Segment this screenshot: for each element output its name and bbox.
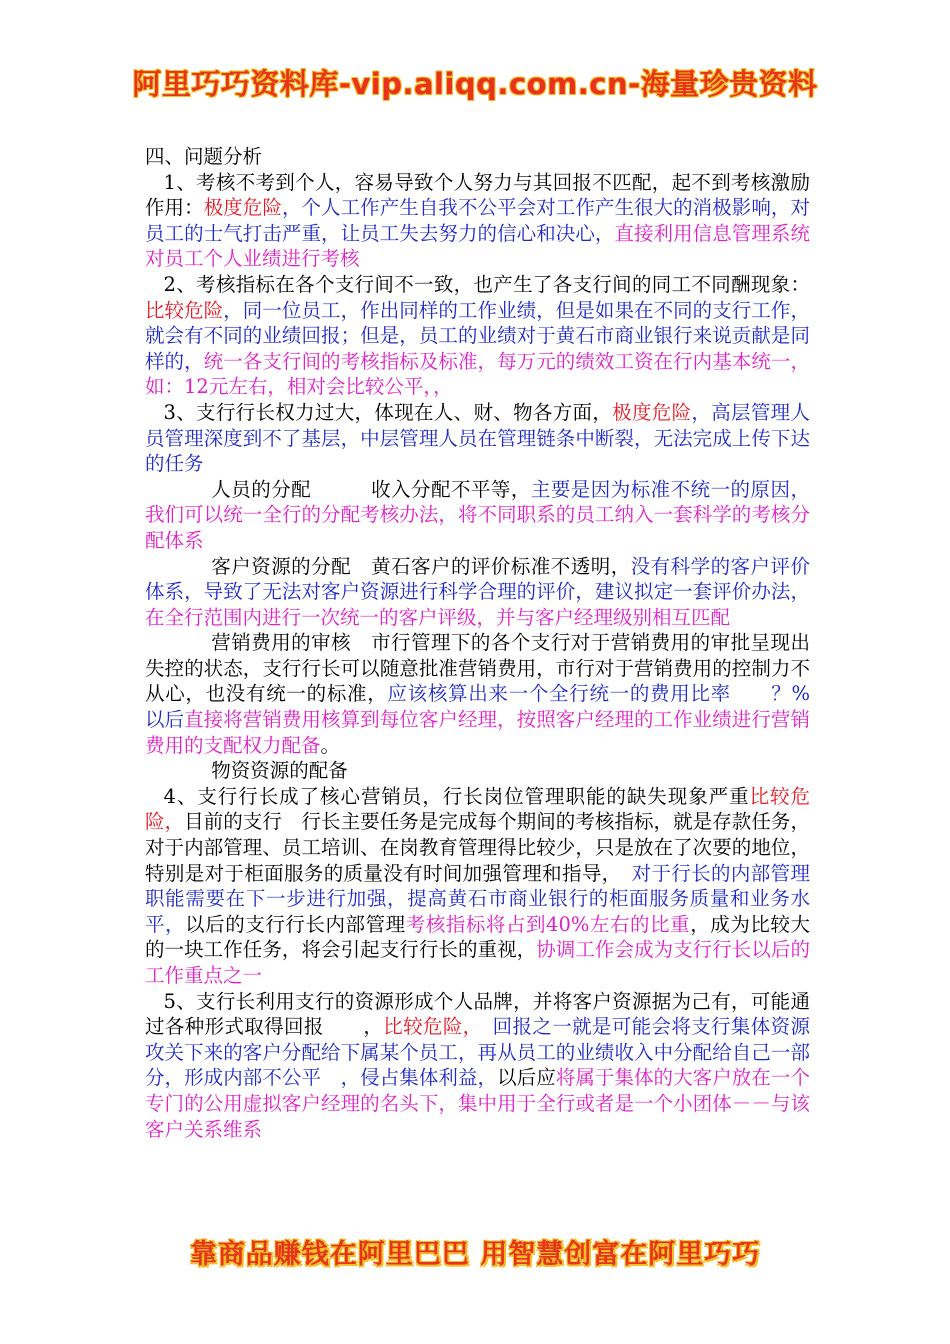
paragraph-1 <box>145 170 810 272</box>
paragraph-8 <box>145 784 810 989</box>
p8-text-2: 目前的支行 行长主要任务是完成每个期间的考核指标，就是存款任务，对于内部管理、员工培训、在岗教育管理得比较少，只是放在了次要的地位，特别是对于柜面服务的质量没有时间加强管理和指导， <box>145 810 810 885</box>
p4-analysis: 主要是因为标准不统一的原因， <box>530 477 810 501</box>
paragraph-4 <box>145 477 810 554</box>
header-banner: 阿里巧巧资料库-vip.aliqq.com.cn-海量珍贵资料 <box>132 67 818 101</box>
paragraph-7: 物资资源的配备 <box>211 759 348 783</box>
paragraph-5 <box>145 554 810 631</box>
p9-analysis: 回报之一就是可能会将支行集体资源攻关下来的客户分配给下属某个员工，再从员工的业绩收入中分配给自己一部分，形成内部不公平 ，侵占集体利益， <box>145 1015 810 1090</box>
p2-risk: 比较危险 <box>145 298 224 322</box>
p5-text: 客户资源的分配 黄石客户的评价标准不透明， <box>211 554 631 578</box>
document-body <box>145 144 830 1142</box>
p4-solution: 我们可以统一全行的分配考核办法，将不同职系的员工纳入一套科学的考核分配体系 <box>145 503 810 552</box>
paragraph-2 <box>145 272 810 400</box>
p2-solution: 统一各支行间的考核指标及标准，每万元的绩效工资在行内基本统一，如：12元左右，相对会比较公平，， <box>145 349 810 399</box>
p8-risk: 比较危险， <box>145 784 810 834</box>
p8-solution: 协调工作会成为支行行长以后的工作重点之一 <box>145 938 810 987</box>
p8-analysis: 对于行长的内部管理职能需要在下一步进行加强，提高黄石市商业银行的柜面服务质量和业务水平， <box>145 861 810 936</box>
p2-text: 2、考核指标在各个支行间不一致，也产生了各支行间的同工不同酬现象： <box>163 272 810 296</box>
p6-text: 营销费用的审核 市行管理下的各个支行对于营销费用的审批呈现出失控的状态，支行行长可以随意批准营销费用，市行对于营销费用的控制力不从心，也没有统一的标准， <box>145 631 810 706</box>
paragraph-9 <box>145 989 810 1143</box>
p9-text-2: 以后应 <box>497 1066 556 1090</box>
p8-text-3: 以后的支行行长内部管理 <box>185 912 406 936</box>
p6-analysis: 应该核算出来一个全行统一的费用比率 ？% 以后 <box>145 682 830 732</box>
p1-text: 1、考核不考到个人，容易导致个人努力与其回报不匹配，起不到考核激励作用： <box>145 170 810 220</box>
p4-text: 人员的分配 收入分配不平等， <box>211 477 531 501</box>
footer-banner: 靠商品赚钱在阿里巴巴 用智慧创富在阿里巧巧 <box>189 1239 761 1270</box>
p3-analysis: ，高层管理人员管理深度到不了基层，中层管理人员在管理链条中断裂，无法完成上传下达的任务 <box>145 400 810 476</box>
p3-text: 3、支行行长权力过大，体现在人、财、物各方面， <box>163 400 613 424</box>
p9-risk: 比较危险， <box>383 1015 473 1039</box>
p1-solution: 直接利用信息管理系统对员工个人业绩进行考核 <box>145 221 810 271</box>
p1-analysis: ，个人工作产生自我不公平会对工作产生很大的消极影响，对员工的士气打击严重，让员工失去努力的信心和决心， <box>145 196 810 245</box>
p3-risk: 极度危险 <box>612 400 692 424</box>
section-heading: 四、问题分析 <box>145 145 263 168</box>
p2-analysis: ，同一位员工，作出同样的工作业绩，但是如果在不同的支行工作，就会有不同的业绩回报；但是，员工的业绩对于黄石市商业银行来说贡献是同样的， <box>145 298 810 373</box>
p8-text-4: ，成为比较大的一块工作任务，将会引起支行行长的重视， <box>145 912 810 962</box>
p8-highlight: 考核指标将占到40%左右的比重 <box>405 912 691 936</box>
paragraph-3 <box>145 400 810 477</box>
p5-analysis: 没有科学的客户评价体系，导致了无法对客户资源进行科学合理的评价，建议拟定一套评价办法， <box>145 554 810 604</box>
p9-text: 5、支行长利用支行的资源形成个人品牌，并将客户资源据为己有，可能通过各种形式取得回报 ， <box>145 989 810 1039</box>
p1-risk: 极度危险 <box>203 196 282 220</box>
paragraph-6 <box>145 630 830 758</box>
p6-solution: 直接将营销费用核算到每位客户经理，按照客户经理的工作业绩进行营销费用的支配权力配备 <box>145 708 810 757</box>
p9-solution: 将属于集体的大客户放在一个专门的公用虚拟客户经理的名头下，集中用于全行或者是一个小团体－－与该客户关系维系 <box>145 1066 810 1141</box>
p5-solution: 在全行范围内进行一次统一的客户评级，并与客户经理级别相互匹配 <box>145 605 731 629</box>
p6-end: 。 <box>320 733 341 757</box>
p8-text: 4、支行行长成了核心营销员，行长岗位管理职能的缺失现象严重 <box>163 784 750 808</box>
